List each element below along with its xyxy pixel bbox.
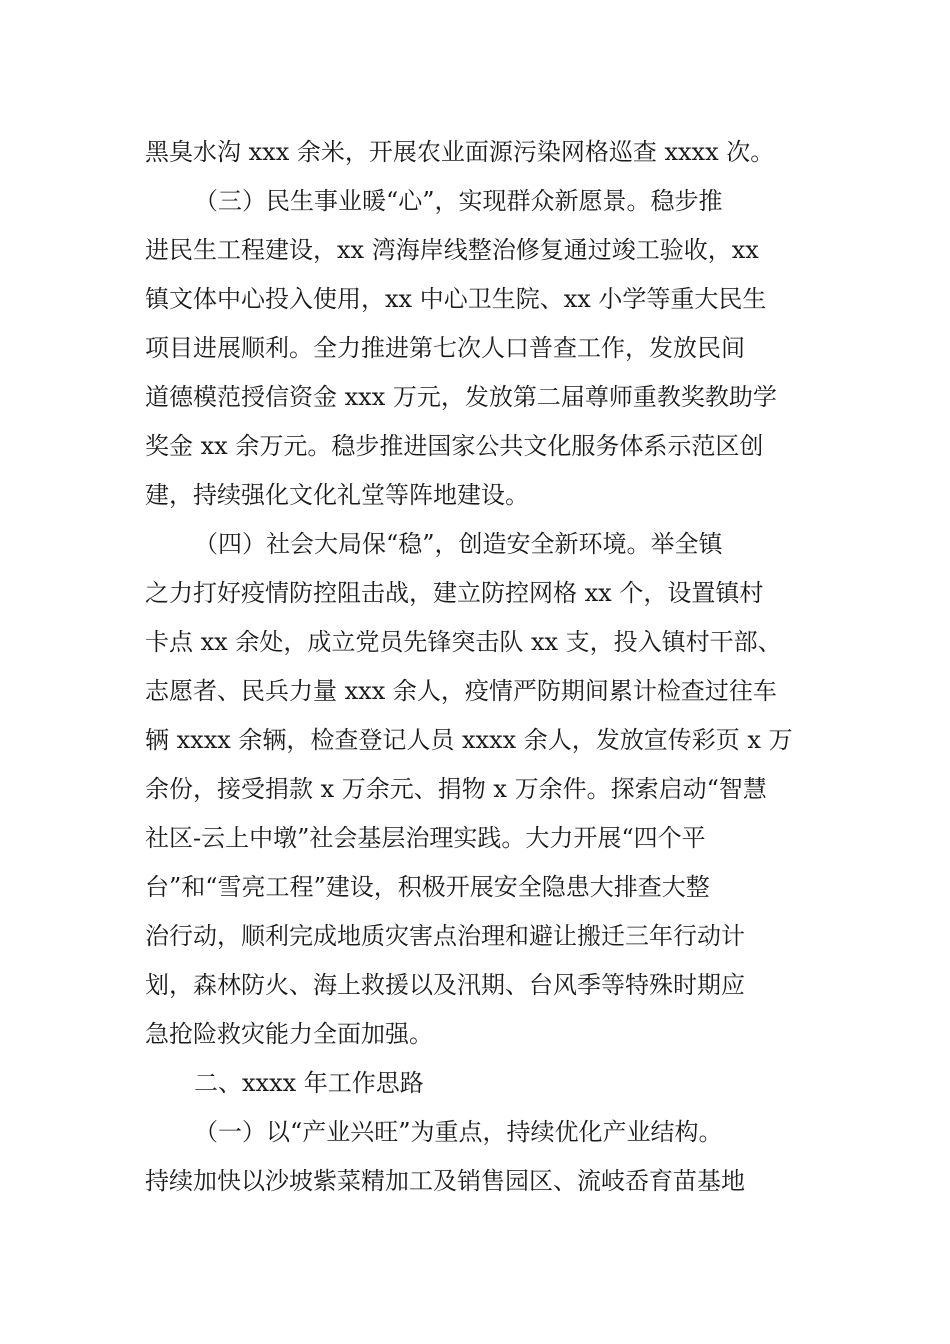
paragraph-heading-line: （一）以“产业兴旺”为重点，持续优化产业结构。 — [194, 1118, 723, 1146]
paragraph-heading-line: （四）社会大局保“稳”，创造安全新环境。举全镇 — [194, 530, 723, 558]
text-line: 急抢险救灾能力全面加强。 — [145, 1020, 433, 1048]
section-heading: 二、xxxx 年工作思路 — [194, 1069, 424, 1097]
text-line: 项目进展顺利。全力推进第七次人口普查工作，发放民间 — [145, 334, 745, 362]
text-line: 黑臭水沟 xxx 余米，开展农业面源污染网格巡查 xxxx 次。 — [145, 138, 775, 166]
text-line: 建，持续强化文化礼堂等阵地建设。 — [145, 481, 529, 509]
text-line: 社区-云上中墩”社会基层治理实践。大力开展“四个平 — [145, 824, 706, 852]
paragraph-heading-line: （三）民生事业暖“心”，实现群众新愿景。稳步推 — [194, 187, 723, 215]
text-line: 划，森林防火、海上救援以及汛期、台风季等特殊时期应 — [145, 971, 745, 999]
text-line: 镇文体中心投入使用，xx 中心卫生院、xx 小学等重大民生 — [145, 285, 767, 313]
text-line: 进民生工程建设，xx 湾海岸线整治修复通过竣工验收，xx — [145, 236, 759, 264]
text-line: 奖金 xx 余万元。稳步推进国家公共文化服务体系示范区创 — [145, 432, 764, 460]
text-line: 志愿者、民兵力量 xxx 余人，疫情严防期间累计检查过往车 — [145, 677, 777, 705]
text-line: 台”和“雪亮工程”建设，积极开展安全隐患大排查大整 — [145, 873, 710, 901]
text-line: 持续加快以沙坡紫菜精加工及销售园区、流岐岙育苗基地 — [145, 1167, 745, 1195]
text-line: 治行动，顺利完成地质灾害点治理和避让搬迁三年行动计 — [145, 922, 745, 950]
text-line: 道德模范授信资金 xxx 万元，发放第二届尊师重教奖教助学 — [145, 383, 777, 411]
text-line: 之力打好疫情防控阻击战，建立防控网格 xx 个，设置镇村 — [145, 579, 764, 607]
text-line: 辆 xxxx 余辆，检查登记人员 xxxx 余人，发放宣传彩页 x 万 — [145, 726, 793, 754]
text-line: 卡点 xx 余处，成立党员先锋突击队 xx 支，投入镇村干部、 — [145, 628, 782, 656]
text-line: 余份，接受捐款 x 万余元、捐物 x 万余件。探索启动“智慧 — [145, 775, 767, 803]
